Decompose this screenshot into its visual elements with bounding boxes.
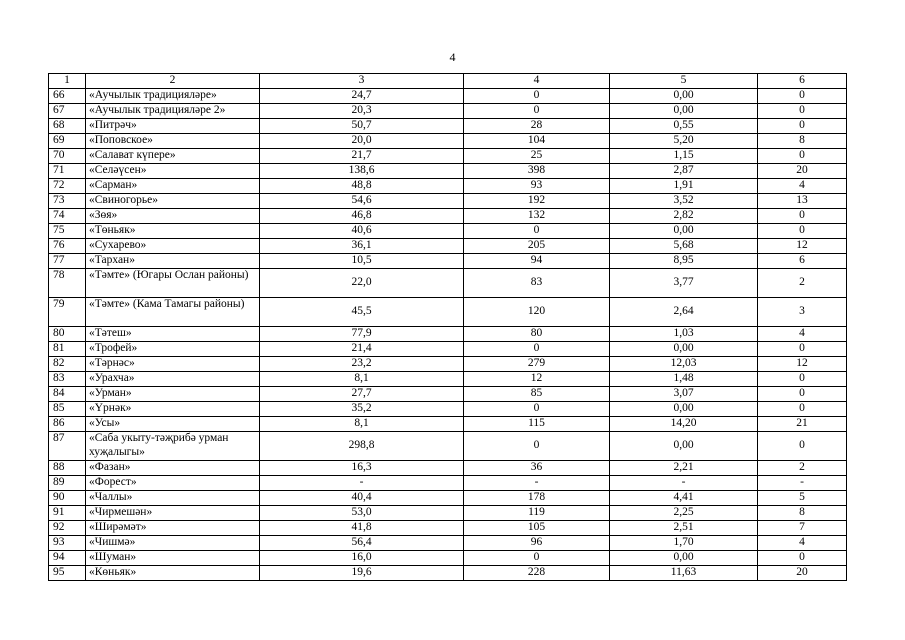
value-cell-col5: 1,03 — [610, 327, 758, 342]
row-number-cell: 95 — [49, 566, 86, 581]
row-number-cell: 92 — [49, 521, 86, 536]
table-row — [49, 536, 847, 551]
value-cell-col3: 16,0 — [260, 551, 464, 566]
value-cell-col3: 56,4 — [260, 536, 464, 551]
table-row — [49, 298, 847, 327]
table-row — [49, 164, 847, 179]
value-cell-col6: 0 — [758, 342, 847, 357]
row-number-cell: 87 — [49, 432, 86, 461]
value-cell-col4: 93 — [464, 179, 610, 194]
row-number-cell: 71 — [49, 164, 86, 179]
row-number-cell: 78 — [49, 269, 86, 298]
value-cell-col3: 20,3 — [260, 104, 464, 119]
row-number-cell: 89 — [49, 476, 86, 491]
value-cell-col5: 0,00 — [610, 104, 758, 119]
hunting-ground-name-cell: «Урман» — [86, 387, 260, 402]
row-number-cell: 81 — [49, 342, 86, 357]
value-cell-col4: 104 — [464, 134, 610, 149]
hunting-ground-name-cell: «Питрәч» — [86, 119, 260, 134]
value-cell-col5: 2,82 — [610, 209, 758, 224]
value-cell-col3: 21,7 — [260, 149, 464, 164]
value-cell-col5: 2,21 — [610, 461, 758, 476]
value-cell-col6: 0 — [758, 551, 847, 566]
hunting-ground-name-cell: «Урахча» — [86, 372, 260, 387]
value-cell-col5: 0,00 — [610, 342, 758, 357]
value-cell-col6: 0 — [758, 119, 847, 134]
value-cell-col3: 27,7 — [260, 387, 464, 402]
value-cell-col3: 53,0 — [260, 506, 464, 521]
value-cell-col6: 12 — [758, 357, 847, 372]
table-row — [49, 491, 847, 506]
row-number-cell: 83 — [49, 372, 86, 387]
value-cell-col5: 14,20 — [610, 417, 758, 432]
value-cell-col5: 0,00 — [610, 224, 758, 239]
value-cell-col4: 0 — [464, 342, 610, 357]
value-cell-col3: 40,6 — [260, 224, 464, 239]
value-cell-col3: 23,2 — [260, 357, 464, 372]
value-cell-col4: 398 — [464, 164, 610, 179]
row-number-cell: 91 — [49, 506, 86, 521]
hunting-ground-name-cell: «Форест» — [86, 476, 260, 491]
value-cell-col5: 5,68 — [610, 239, 758, 254]
table-row — [49, 194, 847, 209]
table-row — [49, 269, 847, 298]
value-cell-col4: 205 — [464, 239, 610, 254]
value-cell-col3: 298,8 — [260, 432, 464, 461]
value-cell-col4: 0 — [464, 551, 610, 566]
column-header: 6 — [758, 74, 847, 89]
table-row — [49, 179, 847, 194]
value-cell-col4: 192 — [464, 194, 610, 209]
value-cell-col5: 0,00 — [610, 432, 758, 461]
value-cell-col6: 12 — [758, 239, 847, 254]
hunting-ground-name-cell: «Селәүсен» — [86, 164, 260, 179]
value-cell-col5: 1,15 — [610, 149, 758, 164]
value-cell-col3: 16,3 — [260, 461, 464, 476]
value-cell-col4: 119 — [464, 506, 610, 521]
value-cell-col6: 2 — [758, 269, 847, 298]
value-cell-col5: 2,25 — [610, 506, 758, 521]
value-cell-col4: 228 — [464, 566, 610, 581]
table-row — [49, 254, 847, 269]
hunting-ground-name-cell: «Төньяк» — [86, 224, 260, 239]
hunting-ground-name-cell: «Тәмте» (Югары Ослан районы) — [86, 269, 260, 298]
value-cell-col6: 0 — [758, 149, 847, 164]
table-row — [49, 224, 847, 239]
value-cell-col3: 54,6 — [260, 194, 464, 209]
hunting-ground-name-cell: «Трофей» — [86, 342, 260, 357]
value-cell-col4: 178 — [464, 491, 610, 506]
table-row — [49, 566, 847, 581]
row-number-cell: 94 — [49, 551, 86, 566]
value-cell-col4: 0 — [464, 432, 610, 461]
value-cell-col4: 0 — [464, 104, 610, 119]
hunting-ground-name-cell: «Усы» — [86, 417, 260, 432]
value-cell-col5: 11,63 — [610, 566, 758, 581]
row-number-cell: 75 — [49, 224, 86, 239]
value-cell-col6: 3 — [758, 298, 847, 327]
value-cell-col6: 0 — [758, 372, 847, 387]
row-number-cell: 79 — [49, 298, 86, 327]
value-cell-col3: 77,9 — [260, 327, 464, 342]
value-cell-col4: 36 — [464, 461, 610, 476]
hunting-ground-name-cell: «Сухарево» — [86, 239, 260, 254]
value-cell-col3: 22,0 — [260, 269, 464, 298]
data-table — [48, 73, 847, 581]
value-cell-col5: 3,52 — [610, 194, 758, 209]
hunting-ground-name-cell: «Көньяк» — [86, 566, 260, 581]
column-header: 5 — [610, 74, 758, 89]
table-row — [49, 432, 847, 461]
value-cell-col6: 0 — [758, 89, 847, 104]
value-cell-col4: 25 — [464, 149, 610, 164]
hunting-ground-name-cell: «Аучылык традицияләре» — [86, 89, 260, 104]
value-cell-col3: 50,7 — [260, 119, 464, 134]
row-number-cell: 69 — [49, 134, 86, 149]
value-cell-col3: 46,8 — [260, 209, 464, 224]
column-header: 2 — [86, 74, 260, 89]
row-number-cell: 86 — [49, 417, 86, 432]
value-cell-col4: 132 — [464, 209, 610, 224]
value-cell-col6: 8 — [758, 134, 847, 149]
value-cell-col5: 3,07 — [610, 387, 758, 402]
value-cell-col4: 12 — [464, 372, 610, 387]
value-cell-col4: 85 — [464, 387, 610, 402]
value-cell-col4: 0 — [464, 224, 610, 239]
table-row — [49, 119, 847, 134]
value-cell-col5: 1,48 — [610, 372, 758, 387]
value-cell-col6: 20 — [758, 164, 847, 179]
hunting-ground-name-cell: «Фазан» — [86, 461, 260, 476]
value-cell-col5: 2,64 — [610, 298, 758, 327]
value-cell-col4: 279 — [464, 357, 610, 372]
row-number-cell: 73 — [49, 194, 86, 209]
value-cell-col6: 0 — [758, 209, 847, 224]
hunting-ground-name-cell: «Чаллы» — [86, 491, 260, 506]
column-header: 3 — [260, 74, 464, 89]
hunting-ground-name-cell: «Салават күпере» — [86, 149, 260, 164]
value-cell-col6: 2 — [758, 461, 847, 476]
value-cell-col4: 28 — [464, 119, 610, 134]
table-row — [49, 551, 847, 566]
value-cell-col6: 0 — [758, 432, 847, 461]
value-cell-col4: 0 — [464, 402, 610, 417]
value-cell-col6: 0 — [758, 402, 847, 417]
value-cell-col3: 24,7 — [260, 89, 464, 104]
table-row — [49, 387, 847, 402]
row-number-cell: 74 — [49, 209, 86, 224]
row-number-cell: 72 — [49, 179, 86, 194]
value-cell-col4: 0 — [464, 89, 610, 104]
value-cell-col5: 0,00 — [610, 551, 758, 566]
row-number-cell: 82 — [49, 357, 86, 372]
table-row — [49, 89, 847, 104]
value-cell-col4: 115 — [464, 417, 610, 432]
page-number: 4 — [449, 50, 456, 64]
value-cell-col4: - — [464, 476, 610, 491]
value-cell-col3: 45,5 — [260, 298, 464, 327]
hunting-ground-name-cell: «Свиногорье» — [86, 194, 260, 209]
value-cell-col6: 7 — [758, 521, 847, 536]
hunting-ground-name-cell: «Зөя» — [86, 209, 260, 224]
value-cell-col5: 4,41 — [610, 491, 758, 506]
hunting-ground-name-cell: «Поповское» — [86, 134, 260, 149]
hunting-ground-name-cell: «Аучылык традицияләре 2» — [86, 104, 260, 119]
value-cell-col5: 1,70 — [610, 536, 758, 551]
table-row — [49, 149, 847, 164]
value-cell-col5: 0,00 — [610, 89, 758, 104]
row-number-cell: 80 — [49, 327, 86, 342]
value-cell-col6: 20 — [758, 566, 847, 581]
value-cell-col4: 94 — [464, 254, 610, 269]
row-number-cell: 84 — [49, 387, 86, 402]
value-cell-col6: 13 — [758, 194, 847, 209]
value-cell-col5: 1,91 — [610, 179, 758, 194]
row-number-cell: 93 — [49, 536, 86, 551]
hunting-ground-name-cell: «Тархан» — [86, 254, 260, 269]
value-cell-col6: 4 — [758, 179, 847, 194]
value-cell-col6: 0 — [758, 104, 847, 119]
table-row — [49, 476, 847, 491]
value-cell-col5: 0,00 — [610, 402, 758, 417]
value-cell-col5: 2,51 — [610, 521, 758, 536]
hunting-ground-name-cell: «Тәрнәс» — [86, 357, 260, 372]
hunting-ground-name-cell: «Тәтеш» — [86, 327, 260, 342]
value-cell-col3: 21,4 — [260, 342, 464, 357]
table-row — [49, 104, 847, 119]
value-cell-col4: 105 — [464, 521, 610, 536]
value-cell-col3: 10,5 — [260, 254, 464, 269]
table-header-row — [49, 74, 847, 89]
value-cell-col3: 40,4 — [260, 491, 464, 506]
value-cell-col6: 8 — [758, 506, 847, 521]
value-cell-col6: 6 — [758, 254, 847, 269]
hunting-ground-name-cell: «Саба укыту-тәҗрибә урман хуҗалыгы» — [86, 432, 260, 461]
row-number-cell: 88 — [49, 461, 86, 476]
table-body — [49, 89, 847, 581]
value-cell-col4: 80 — [464, 327, 610, 342]
hunting-ground-name-cell: «Ширәмәт» — [86, 521, 260, 536]
table-row — [49, 506, 847, 521]
table-row — [49, 134, 847, 149]
value-cell-col6: 0 — [758, 387, 847, 402]
value-cell-col6: 5 — [758, 491, 847, 506]
value-cell-col4: 83 — [464, 269, 610, 298]
value-cell-col6: 4 — [758, 327, 847, 342]
table-row — [49, 521, 847, 536]
hunting-ground-name-cell: «Сарман» — [86, 179, 260, 194]
hunting-ground-name-cell: «Чишмә» — [86, 536, 260, 551]
column-header: 1 — [49, 74, 86, 89]
row-number-cell: 90 — [49, 491, 86, 506]
table-row — [49, 239, 847, 254]
value-cell-col5: 5,20 — [610, 134, 758, 149]
value-cell-col5: 12,03 — [610, 357, 758, 372]
value-cell-col5: 8,95 — [610, 254, 758, 269]
table-row — [49, 417, 847, 432]
table-row — [49, 342, 847, 357]
value-cell-col6: 0 — [758, 224, 847, 239]
value-cell-col3: 41,8 — [260, 521, 464, 536]
value-cell-col3: 138,6 — [260, 164, 464, 179]
value-cell-col4: 96 — [464, 536, 610, 551]
value-cell-col6: 4 — [758, 536, 847, 551]
table-row — [49, 402, 847, 417]
value-cell-col3: - — [260, 476, 464, 491]
value-cell-col6: - — [758, 476, 847, 491]
value-cell-col3: 19,6 — [260, 566, 464, 581]
value-cell-col3: 20,0 — [260, 134, 464, 149]
value-cell-col5: 2,87 — [610, 164, 758, 179]
value-cell-col3: 8,1 — [260, 372, 464, 387]
row-number-cell: 77 — [49, 254, 86, 269]
hunting-ground-name-cell: «Тәмте» (Кама Тамагы районы) — [86, 298, 260, 327]
row-number-cell: 66 — [49, 89, 86, 104]
table-row — [49, 461, 847, 476]
value-cell-col4: 120 — [464, 298, 610, 327]
row-number-cell: 85 — [49, 402, 86, 417]
value-cell-col3: 48,8 — [260, 179, 464, 194]
hunting-ground-name-cell: «Үрнәк» — [86, 402, 260, 417]
row-number-cell: 67 — [49, 104, 86, 119]
hunting-ground-name-cell: «Чирмешән» — [86, 506, 260, 521]
table-row — [49, 372, 847, 387]
value-cell-col6: 21 — [758, 417, 847, 432]
hunting-ground-name-cell: «Шуман» — [86, 551, 260, 566]
value-cell-col5: 0,55 — [610, 119, 758, 134]
row-number-cell: 76 — [49, 239, 86, 254]
value-cell-col5: 3,77 — [610, 269, 758, 298]
value-cell-col5: - — [610, 476, 758, 491]
table-row — [49, 327, 847, 342]
table-row — [49, 209, 847, 224]
value-cell-col3: 8,1 — [260, 417, 464, 432]
row-number-cell: 70 — [49, 149, 86, 164]
table-row — [49, 357, 847, 372]
row-number-cell: 68 — [49, 119, 86, 134]
value-cell-col3: 35,2 — [260, 402, 464, 417]
value-cell-col3: 36,1 — [260, 239, 464, 254]
column-header: 4 — [464, 74, 610, 89]
